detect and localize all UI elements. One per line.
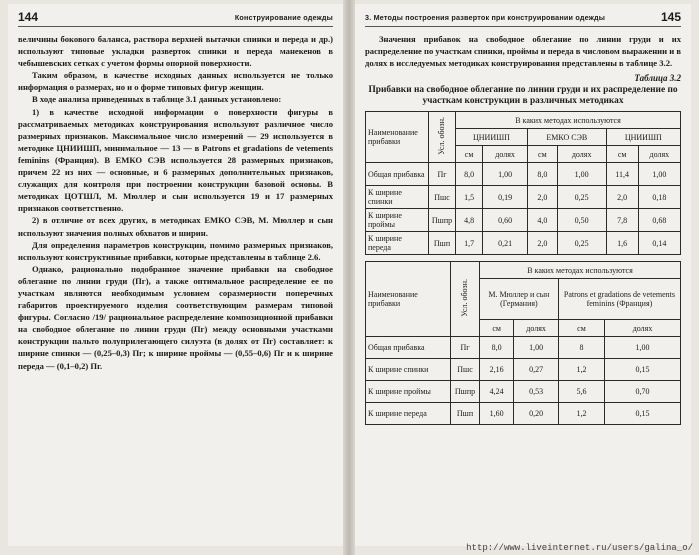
paragraph: В ходе анализа приведенных в таблице 3.1 данных установлено: xyxy=(32,94,282,105)
column-header: Усл. обозн. xyxy=(429,112,456,163)
row-label: К ширине спинки xyxy=(366,186,429,209)
value-cell: 0,70 xyxy=(605,381,681,403)
symbol-cell: Пшс xyxy=(451,359,480,381)
symbol-cell: Пшпр xyxy=(429,209,456,232)
book-gutter xyxy=(343,0,355,555)
table-row xyxy=(366,359,681,381)
value-cell: 0,50 xyxy=(557,209,606,232)
table-row xyxy=(366,403,681,425)
unit-header: долях xyxy=(483,146,528,163)
unit-header: см xyxy=(527,146,557,163)
page-number: 144 xyxy=(18,10,39,24)
value-cell: 0,15 xyxy=(605,403,681,425)
value-cell: 11,4 xyxy=(606,163,638,186)
value-cell: 1,6 xyxy=(606,232,638,255)
body-text xyxy=(365,33,681,425)
method-header: ЦНИИШП xyxy=(606,129,680,146)
running-head-title: Конструирование одежды xyxy=(234,13,333,22)
paragraph: величины бокового баланса, раствора верхней вытачки спинки и переда и др.) используют типовые укладки разверток спинки и переда манекенов в чебышевских сетках с учетом формы опорной поверхности. xyxy=(18,34,333,69)
value-cell: 0,53 xyxy=(514,381,559,403)
table-title: Прибавки на свободное облегание по линии груди и их распределение по участкам конструкции в различных методиках xyxy=(368,85,678,107)
symbol-cell: Пшпр xyxy=(451,381,480,403)
unit-header: см xyxy=(606,146,638,163)
value-cell: 1,00 xyxy=(483,163,528,186)
value-cell: 1,00 xyxy=(638,163,680,186)
symbol-cell: Пшп xyxy=(451,403,480,425)
symbol-cell: Пшп xyxy=(429,232,456,255)
running-head-title: 3. Методы построения разверток при конструировании одежды xyxy=(365,13,606,22)
table-caption: Таблица 3.2 xyxy=(634,73,681,84)
left-page xyxy=(8,4,343,546)
value-cell: 0,20 xyxy=(514,403,559,425)
value-cell: 2,0 xyxy=(527,186,557,209)
value-cell: 0,15 xyxy=(605,359,681,381)
value-cell: 0,60 xyxy=(483,209,528,232)
running-header xyxy=(365,12,681,27)
value-cell: 0,68 xyxy=(638,209,680,232)
unit-header: долях xyxy=(557,146,606,163)
unit-header: долях xyxy=(514,320,559,337)
paragraph: 2) в отличие от всех других, в методиках ЕМКО СЭВ, М. Мюллер и сын используют значения полных обхватов и ширин. xyxy=(18,215,333,238)
value-cell: 8 xyxy=(558,337,604,359)
value-cell: 0,19 xyxy=(483,186,528,209)
row-label: К ширине проймы xyxy=(366,381,451,403)
value-cell: 2,0 xyxy=(527,232,557,255)
column-header: Наименование прибавки xyxy=(366,112,429,163)
paragraph: Для определения параметров конструкции, помимо размерных признаков, используют конструктивные прибавки, которые представлены в таблице 2.6. xyxy=(18,239,333,262)
column-header: Усл. обозн. xyxy=(451,262,480,337)
unit-header: долях xyxy=(638,146,680,163)
symbol-cell: Пшс xyxy=(429,186,456,209)
value-cell: 1,00 xyxy=(605,337,681,359)
value-cell: 0,18 xyxy=(638,186,680,209)
method-header: Patrons et gradations de vetements feminins (Франция) xyxy=(558,279,680,320)
value-cell: 8,0 xyxy=(456,163,483,186)
column-header: В каких методах используются xyxy=(456,112,681,129)
unit-header: долях xyxy=(605,320,681,337)
paragraph: 1) в качестве исходной информации о поверхности фигуры в рассматриваемых методиках конструирования используют различное число размерных признаков. Максимальное число измерений — 29 используется в методике ЦНИИШП, минимальное — 13 — в Patrons et gradations de vetements feminins (Франция). В ЕМКО СЭВ используется 28 размерных признаков, причем 22 из них — основные, и 6 размерных дополнительных признаков, служащих для контроля при построении конструкции базовой основы. В методиках ЦОТШЛ, М. Мюллер и сын используется 19 и 17 размерных признаков соответственно. xyxy=(18,106,333,214)
value-cell: 1,60 xyxy=(480,403,514,425)
value-cell: 4,0 xyxy=(527,209,557,232)
value-cell: 2,16 xyxy=(480,359,514,381)
value-cell: 0,14 xyxy=(638,232,680,255)
allowance-table-1 xyxy=(365,111,681,255)
page-number: 145 xyxy=(660,10,681,24)
value-cell: 4,24 xyxy=(480,381,514,403)
body-text xyxy=(18,33,333,372)
value-cell: 1,2 xyxy=(558,403,604,425)
column-header: Наименование прибавки xyxy=(366,262,451,337)
row-label: К ширине проймы xyxy=(366,209,429,232)
value-cell: 8,0 xyxy=(527,163,557,186)
method-header: М. Мюллер и сын (Германия) xyxy=(480,279,559,320)
value-cell: 1,00 xyxy=(514,337,559,359)
value-cell: 0,21 xyxy=(483,232,528,255)
value-cell: 7,8 xyxy=(606,209,638,232)
table-row xyxy=(366,232,681,255)
source-watermark: http://www.liveinternet.ru/users/galina_o/ xyxy=(466,543,693,553)
table-row xyxy=(366,381,681,403)
value-cell: 5,6 xyxy=(558,381,604,403)
running-header xyxy=(18,12,333,27)
column-header: В каких методах используются xyxy=(480,262,681,279)
table-row xyxy=(366,163,681,186)
paragraph: Таким образом, в качестве исходных данных используется не только информация о размерах, но и о форме типовых фигур женщин. xyxy=(18,70,333,93)
value-cell: 1,7 xyxy=(456,232,483,255)
table-row xyxy=(366,209,681,232)
intro-paragraph: Значения прибавок на свободное облегание по линии груди и их распределение по участкам спинки, проймы и переда в числовом выражении и в долях в исследуемых методиках конструирования представлены в таблице 3.2. xyxy=(365,34,681,69)
value-cell: 1,2 xyxy=(558,359,604,381)
unit-header: см xyxy=(456,146,483,163)
method-header: ЕМКО СЭВ xyxy=(527,129,606,146)
table-row xyxy=(366,186,681,209)
right-page xyxy=(355,4,691,546)
row-label: К ширине переда xyxy=(366,232,429,255)
unit-header: см xyxy=(558,320,604,337)
row-label: Общая прибавка xyxy=(366,337,451,359)
row-label: К ширине переда xyxy=(366,403,451,425)
value-cell: 4,8 xyxy=(456,209,483,232)
symbol-cell: Пг xyxy=(429,163,456,186)
value-cell: 0,27 xyxy=(514,359,559,381)
unit-header: см xyxy=(480,320,514,337)
row-label: К ширине спинки xyxy=(366,359,451,381)
method-header: ЦНИИШП xyxy=(456,129,528,146)
value-cell: 8,0 xyxy=(480,337,514,359)
value-cell: 2,0 xyxy=(606,186,638,209)
row-label: Общая прибавка xyxy=(366,163,429,186)
value-cell: 0,25 xyxy=(557,186,606,209)
allowance-table-2 xyxy=(365,261,681,425)
value-cell: 1,5 xyxy=(456,186,483,209)
symbol-cell: Пг xyxy=(451,337,480,359)
paragraph: Однако, рационально подобранное значение прибавки на свободное облегание по линии груди (Пг), а также оптимальное распределение ее по участкам являются необходимым условием соразмерности поперечных габаритов проектируемого изделия соответствующим размерам типовой фигуры. Согласно /19/ рациональное распределение композиционной прибавки на свободное облегание по линии груди (Пг) между основными участками конструкции пальто полуприлегающего силуэта (в долях от Пг) составляет: к ширине спинки — (0,25–0,3) Пг; к ширине проймы — (0,55–0,6) Пг и к ширине переда — (0,1–0,2) Пг. xyxy=(18,263,333,371)
value-cell: 0,25 xyxy=(557,232,606,255)
value-cell: 1,00 xyxy=(557,163,606,186)
table-row xyxy=(366,337,681,359)
